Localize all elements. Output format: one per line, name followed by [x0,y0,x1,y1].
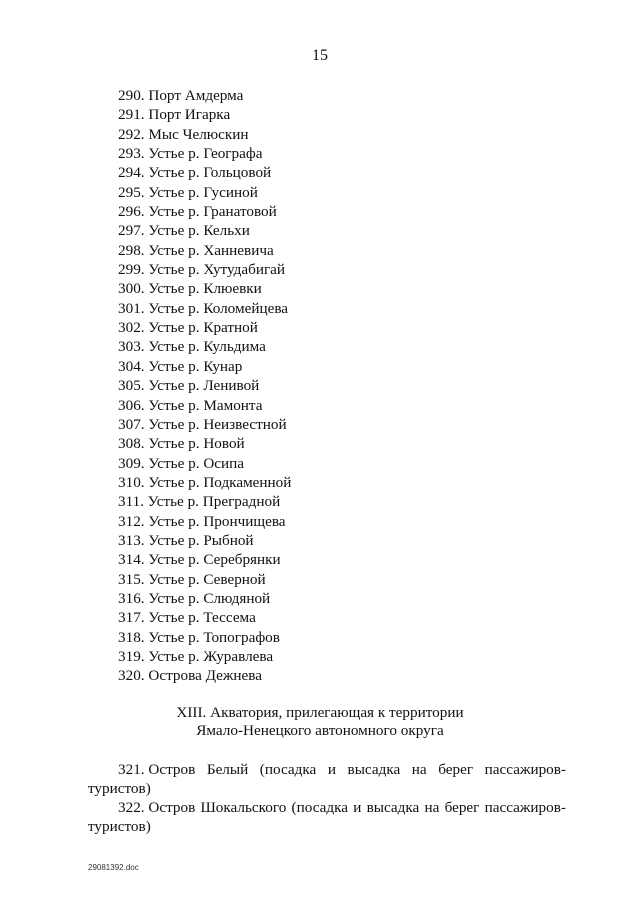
list-item: 309. Устье р. Осипа [118,454,245,472]
list-item: 294. Устье р. Гольцовой [118,164,272,182]
entry-word: высадка [347,761,401,778]
list-item: 300. Устье р. Клюевки [118,280,262,298]
list-item: 306. Устье р. Мамонта [118,396,263,414]
entry-321-first-line [88,760,566,779]
entry-word: берег [444,799,480,816]
list-item: 316. Устье р. Слюдяной [118,589,271,607]
list-item: 293. Устье р. Географа [118,145,263,163]
entry-word: Белый [206,761,249,778]
list-item: 320. Острова Дежнева [118,667,262,685]
list-item: 310. Устье р. Подкаменной [118,473,292,491]
list-item: 292. Мыс Челюскин [118,125,249,143]
list-item: 290. Порт Амдерма [118,87,244,104]
list-item: 315. Устье р. Северной [118,570,266,588]
section-heading-line-2: Ямало-Ненецкого автономного округа [196,722,444,739]
entry-321-continuation: туристов) [88,780,151,797]
entry-word: на [424,799,440,816]
entry-word: и [353,799,362,816]
entry-word: пассажиров- [484,799,566,816]
entry-word: 322. Остров [118,799,196,816]
list-item: 299. Устье р. Хутудабигай [118,261,286,279]
list-item: 308. Устье р. Новой [118,435,245,453]
list-item: 311. Устье р. Преградной [118,493,281,511]
section-heading [0,704,640,740]
page-number: 15 [312,47,328,64]
entry-321 [88,760,566,798]
entry-word: высадка [366,799,420,816]
entry-322-first-line [88,798,566,817]
list-item: 319. Устье р. Журавлева [118,647,274,665]
entry-word: и [327,761,336,778]
list-item: 301. Устье р. Коломейцева [118,299,289,317]
entry-word: 321. Остров [118,761,196,778]
list-item: 296. Устье р. Гранатовой [118,203,277,221]
entry-word: (посадка [259,761,317,778]
section-heading-line-1: XIII. Акватория, прилегающая к территории [176,704,464,721]
list-item: 297. Устье р. Кельхи [118,222,250,240]
list-item: 312. Устье р. Прончищева [118,512,286,530]
list-item: 302. Устье р. Кратной [118,319,258,337]
list-item: 317. Устье р. Тессема [118,609,256,627]
list-item: 305. Устье р. Ленивой [118,377,260,395]
list-item: 314. Устье р. Серебрянки [118,551,281,569]
entry-word: Шокальского [200,799,287,816]
entry-word: (посадка [291,799,348,816]
list-item: 295. Устье р. Гусиной [118,183,258,201]
location-list [118,86,291,686]
list-item: 291. Порт Игарка [118,106,231,124]
entry-word: на [411,761,427,778]
entry-word: пассажиров- [484,761,566,778]
list-item: 318. Устье р. Топографов [118,628,280,646]
list-item: 313. Устье р. Рыбной [118,531,254,549]
list-item: 304. Устье р. Кунар [118,357,243,375]
file-name-footer: 29081392.doc [88,863,139,872]
entry-322-continuation: туристов) [88,818,151,835]
list-item: 298. Устье р. Ханневича [118,241,274,259]
entry-322 [88,798,566,836]
list-item: 303. Устье р. Кульдима [118,338,266,356]
entry-word: берег [438,761,474,778]
list-item: 307. Устье р. Неизвестной [118,415,287,433]
